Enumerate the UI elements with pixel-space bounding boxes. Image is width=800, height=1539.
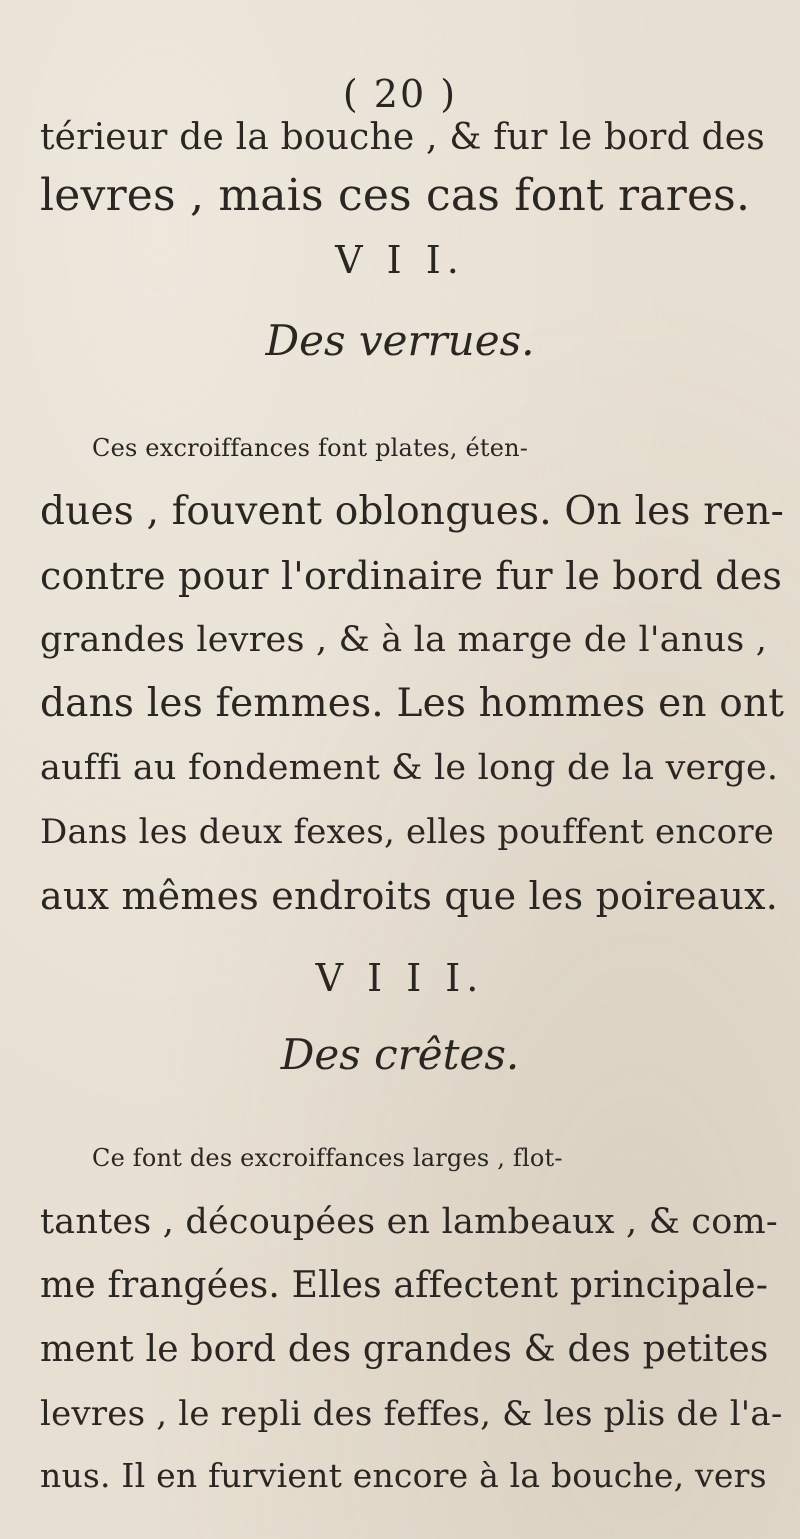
text-line: dans les femmes. Les hommes en ont [40, 681, 785, 726]
text-line: nus. Il en furvient encore à la bouche, vers [40, 1456, 767, 1495]
text-line: aux mêmes endroits que les poireaux. [40, 874, 779, 918]
section-title: Des verrues. [265, 316, 535, 365]
text-line: auffi au fondement & le long de la verge. [40, 748, 779, 788]
text-line: ment le bord des grandes & des petites [40, 1329, 769, 1370]
text-line: Ce font des excroiffances larges , flot- [92, 1144, 563, 1172]
text-line: contre pour l'ordinaire fur le bord des [40, 554, 783, 598]
section-title: Des crêtes. [280, 1030, 520, 1079]
text-line: Ces excroiffances font plates, éten- [92, 434, 529, 462]
text-line: levres , le repli des feffes, & les plis de l'a- [40, 1394, 783, 1434]
section-number: V I I. [335, 238, 465, 282]
text-line: me frangées. Elles affectent principale- [40, 1265, 769, 1306]
text-line: grandes levres , & à la marge de l'anus , [40, 620, 768, 660]
text-line: Dans les deux fexes, elles pouffent encore [40, 812, 775, 852]
page-number: ( 20 ) [342, 72, 458, 116]
text-line: térieur de la bouche , & fur le bord des [40, 117, 765, 158]
text-line: tantes , découpées en lambeaux , & com- [40, 1202, 778, 1242]
text-line: levres , mais ces cas font rares. [40, 170, 751, 221]
text-line: dues , fouvent oblongues. On les ren- [40, 489, 785, 534]
section-number: V I I I. [315, 956, 485, 1000]
